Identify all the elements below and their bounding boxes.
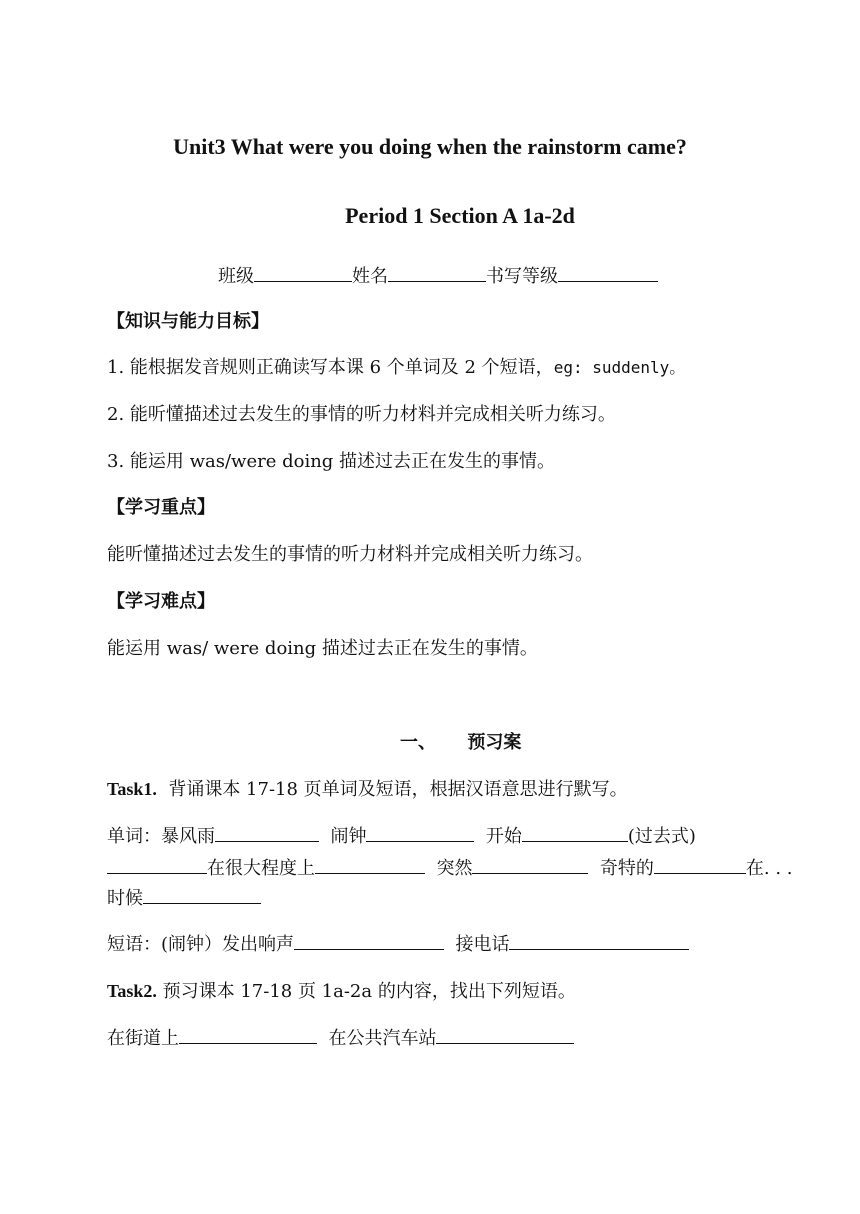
key-points-text: 能听懂描述过去发生的事情的听力材料并完成相关听力练习。	[107, 544, 593, 565]
word-while: 在. . .	[745, 858, 793, 879]
word-suddenly-blank[interactable]	[472, 855, 588, 874]
page-subtitle: Period 1 Section A 1a-2d	[345, 203, 575, 228]
word-begin: 开始	[485, 826, 522, 847]
goal-item-1	[107, 355, 685, 381]
words-label: 单词：	[107, 826, 161, 847]
key-points-heading: 【学习重点】	[107, 497, 215, 518]
goals-heading: 【知识与能力目标】	[107, 311, 269, 332]
grade-blank[interactable]	[558, 263, 658, 282]
task1-line	[107, 776, 628, 803]
class-blank[interactable]	[254, 263, 352, 282]
word-begin-blank[interactable]	[522, 823, 628, 842]
name-label: 姓名	[352, 266, 388, 287]
task2-line	[107, 978, 576, 1005]
word-strange-blank[interactable]	[654, 855, 746, 874]
grade-label: 书写等级	[486, 266, 558, 287]
goal-item-2: 2. 能听懂描述过去发生的事情的听力材料并完成相关听力练习。	[107, 404, 616, 425]
task1-text: 背诵课本 17-18 页单词及短语，根据汉语意思进行默写。	[168, 779, 628, 800]
difficulties-heading: 【学习难点】	[107, 591, 215, 612]
name-blank[interactable]	[388, 263, 486, 282]
word-storm-blank[interactable]	[215, 823, 319, 842]
goal-item-1-example: eg: suddenly。	[553, 358, 686, 377]
word-alarm: 闹钟	[330, 826, 367, 847]
difficulties-text: 能运用 was/ were doing 描述过去正在发生的事情。	[107, 638, 538, 659]
word-while-cont: 时候	[107, 888, 143, 909]
phrases-line	[107, 931, 689, 958]
item-on-street-blank[interactable]	[179, 1025, 317, 1044]
word-storm: 暴风雨	[161, 826, 215, 847]
goal-item-3: 3. 能运用 was/were doing 描述过去正在发生的事情。	[107, 451, 556, 472]
task1-label: Task1.	[107, 779, 157, 799]
task2-text: 预习课本 17-18 页 1a-2a 的内容，找出下列短语。	[162, 981, 576, 1002]
words-line-1	[107, 823, 696, 850]
word-suddenly: 突然	[436, 858, 473, 879]
word-largely: 在很大程度上	[207, 858, 315, 879]
word-strange: 奇特的	[599, 858, 654, 879]
task2-items-line	[107, 1025, 574, 1052]
phrases-label: 短语：	[107, 934, 161, 955]
item-on-street: 在街道上	[107, 1028, 179, 1049]
task2-label: Task2.	[107, 981, 157, 1001]
words-line-2	[107, 855, 793, 882]
student-info-line	[218, 263, 658, 290]
page-title: Unit3 What were you doing when the rainstorm came?	[173, 134, 687, 159]
item-bus-stop: 在公共汽车站	[328, 1028, 437, 1049]
goal-item-1-text: 1. 能根据发音规则正确读写本课 6 个单词及 2 个短语，	[107, 357, 554, 378]
phrase-pick-up-blank[interactable]	[509, 931, 689, 950]
word-past-blank[interactable]	[107, 855, 207, 874]
item-bus-stop-blank[interactable]	[436, 1025, 574, 1044]
words-line-3	[107, 885, 261, 912]
class-label: 班级	[218, 266, 254, 287]
word-largely-blank[interactable]	[315, 855, 425, 874]
phrase-go-off-blank[interactable]	[294, 931, 444, 950]
preview-section-title: 一、 预习案	[400, 732, 522, 753]
word-begin-note: (过去式)	[627, 826, 696, 847]
phrase-go-off: (闹钟）发出响声	[161, 934, 295, 955]
word-alarm-blank[interactable]	[366, 823, 474, 842]
word-while-blank[interactable]	[143, 885, 261, 904]
phrase-pick-up: 接电话	[455, 934, 510, 955]
